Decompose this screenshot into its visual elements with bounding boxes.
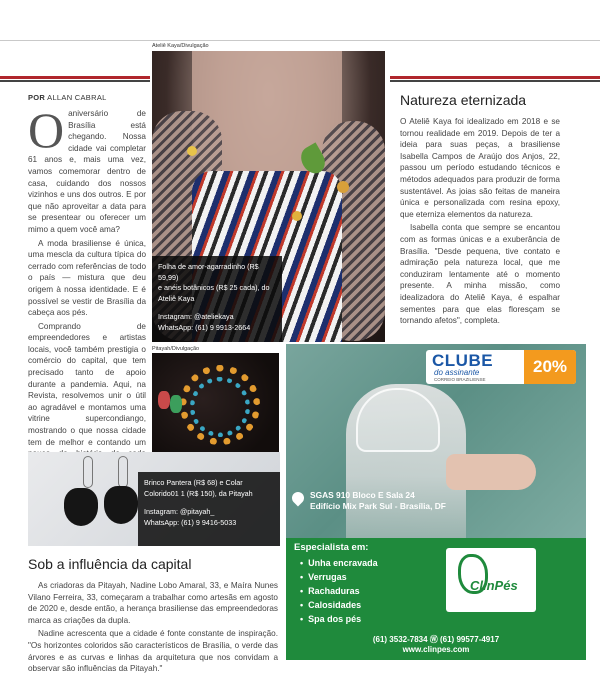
header-stripe-gray (0, 80, 150, 82)
intro-paragraph-3: Comprando de empreendedores e artistas locais, você também prestigia o comércio do capital, que tem precisado tanto de apoio durante a pandemia. Aqui, na Revista, resolvemos unir o útil ao agradável e montamos uma vitrine supercondiango, mostrando o que nossa cidade tem de melhor e contando um (28, 321, 146, 447)
header-stripe-gray-right (390, 80, 600, 82)
capital-title: Sob a influência da capital (28, 556, 192, 572)
top-rule (0, 40, 600, 41)
natureza-paragraph-1: O Ateliê Kaya foi idealizado em 2018 e se tornou realidade em 2019. Depois de ter a ideia para suas peças, a brasiliense Isabella Campos de Araújo dos Anjos, 22, passou um período estudando técnicos e métodos adequados para produzir de forma sustentável. As joias são feitas de maneira única e personalizada com resina epoxy, que eterniza elementos da natureza. (400, 117, 560, 219)
ring-3 (292, 211, 302, 221)
club-title: CLUBE (432, 351, 494, 370)
phone-line: (61) 3532-7834 Ⓦ (61) 99577-4917 (372, 635, 500, 644)
specialty-item: • Spa dos pés (300, 612, 378, 626)
caption-pitayah-instagram: Instagram: @pitayah_ (144, 507, 215, 516)
photo-pitayah-necklace (152, 353, 279, 468)
caption-pitayah-line-2: Colorido01 1 (R$ 150), da Pitayah (144, 488, 253, 498)
location-pin-icon (290, 490, 307, 507)
photo-credit-kaya: Ateliê Kaya/Divulgação (152, 43, 209, 49)
drop-cap: O (28, 102, 65, 158)
capital-column (28, 580, 278, 677)
header-stripe-red (0, 76, 150, 79)
specialty-item: • Rachaduras (300, 584, 378, 598)
intro-paragraph-2: A moda brasiliense é única, uma mescla da cultura típica do cerrado com referências de todo o país — mistura que deu origem à nossa identidade. E é possível se vestir de Brasília da cabeça aos pés. (28, 238, 146, 318)
club-badge (426, 350, 576, 384)
caption-pitayah-line-1: Brinco Pantera (R$ 68) e Colar (144, 478, 243, 487)
panther-earring-1 (64, 488, 98, 526)
caption-kaya-line-1: Folha de amor-agarradinho (R$ 59,99) (158, 262, 259, 282)
clinpes-ad-info[interactable] (286, 538, 586, 660)
intro-column (28, 102, 146, 473)
patient-foot (446, 454, 536, 490)
byline (28, 93, 107, 102)
caption-kaya-line-2: e anéis botânicos (R$ 25 cada), do Ateliê Kaya (158, 283, 270, 303)
earring-1 (158, 391, 170, 409)
ring-1 (187, 146, 197, 156)
club-brand: CORREIO BRAZILIENSE (434, 377, 486, 382)
capital-paragraph-2: Nadine acrescenta que a cidade é fonte constante de inspiração. "Os horizontes coloridos são característicos de Brasília, o verde das árvores e as curvas e linhas da arquitetura que nos convidam a observar são influências da Pitayah." (28, 629, 278, 674)
photo-kaya (152, 51, 385, 342)
specialties-list (300, 556, 378, 626)
byline-name: ALLAN CABRAL (47, 93, 107, 102)
capital-paragraph-1: As criadoras da Pitayah, Nadine Lobo Amaral, 33, e Maíra Nunes Vilano Ferreira, 33, começaram a trabalhar como artesãs em agosto de 2020 e, desde então, a herança brasiliense das empreendedoras marca as criações da dupla. (28, 581, 278, 625)
clinpes-logo (446, 548, 536, 612)
caption-kaya (152, 256, 282, 342)
specialist-title: Especialista em: (294, 542, 369, 553)
club-subtitle: do assinante (434, 368, 480, 377)
address-block (292, 490, 492, 512)
photo-pitayah-earrings (28, 452, 280, 546)
photo-credit-pitayah: Pitayah/Divulgação (152, 346, 200, 352)
caption-kaya-instagram: Instagram: @ateliekaya (158, 312, 234, 321)
discount-badge (524, 350, 576, 384)
caption-pitayah-whatsapp: WhatsApp: (61) 9 9416-5033 (144, 517, 237, 527)
specialty-item: • Unha encravada (300, 556, 378, 570)
natureza-paragraph-2: Isabella conta que sempre se encantou com as formas únicas e a exuberância de Brasília. "Desde pequena, tive contato e admiração pela natureza local, que me conduziram lentamente até o momento presente. A minha missão, como idealizadora do Ateliê Kaya, é espalhar sementes para que elas floresçam se tornando afetos", completa. (400, 223, 560, 326)
natureza-title: Natureza eternizada (400, 92, 527, 108)
brand-name: ClinPés (470, 578, 518, 593)
address-line-2: Edifício Mix Park Sul - Brasília, DF (310, 501, 446, 511)
caption-pitayah (138, 472, 280, 546)
necklace-inner (190, 377, 250, 437)
header-stripe-red-right (390, 76, 600, 79)
panther-earring-2 (104, 486, 138, 524)
clinpes-ad-photo[interactable] (286, 344, 586, 538)
caption-kaya-whatsapp: WhatsApp: (61) 9 9913-2664 (158, 322, 251, 332)
discount-value: 20% (532, 357, 568, 376)
intro-paragraph-1: aniversário de Brasília está chegando. Nossa cidade vai completar 61 anos e, mais uma vez, vamos comemorar dentro de casa, cuidando dos nossos vizinhos e uns dos outros. E por que não aproveitar a data para se presentear ou oferecer um mimo a quem você ama? (28, 109, 146, 234)
earring-2 (170, 395, 182, 413)
website-link[interactable]: www.clinpes.com (402, 645, 470, 654)
address-line-1: SGAS 910 Bloco E Sala 24 (310, 490, 415, 500)
specialty-item: • Calosidades (300, 598, 378, 612)
byline-prefix: POR (28, 93, 46, 102)
specialty-item: • Verrugas (300, 570, 378, 584)
earring-hook-1 (83, 456, 93, 488)
natureza-column (400, 116, 560, 329)
earring-hook-2 (118, 456, 128, 488)
ring-2 (337, 181, 349, 193)
